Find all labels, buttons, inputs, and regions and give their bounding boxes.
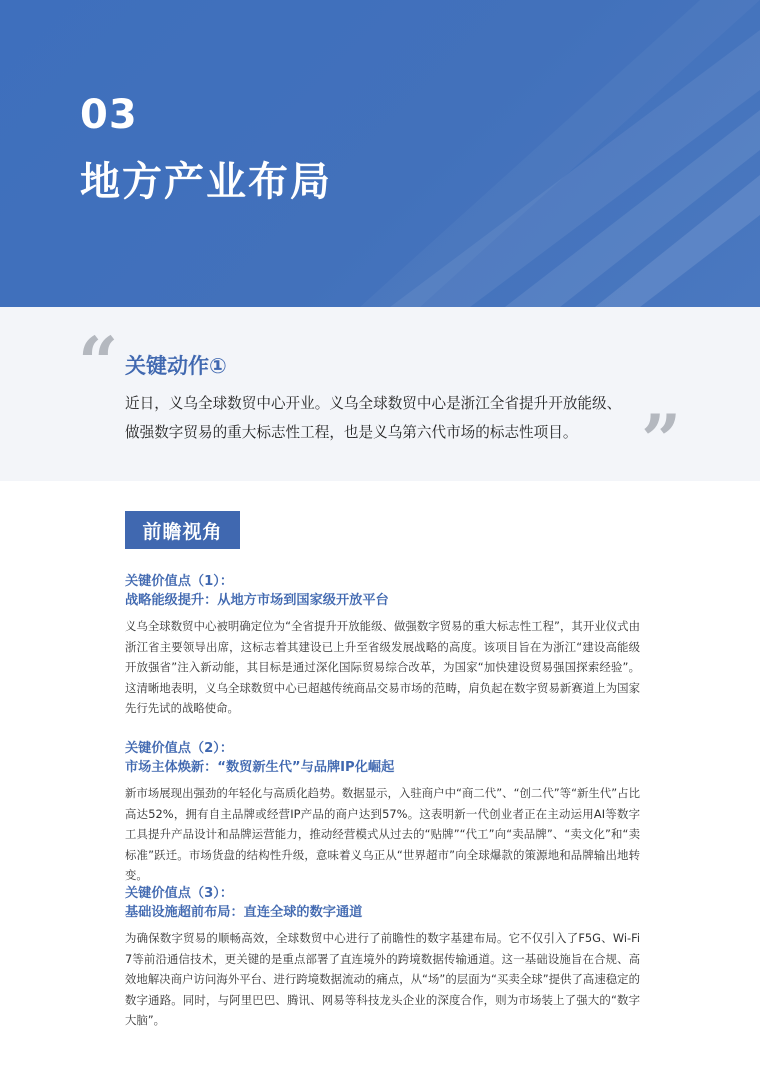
value-point-3 [125, 884, 640, 1031]
value-point-2 [125, 739, 640, 886]
value-point-heading: 基础设施超前布局：直连全球的数字通道 [125, 905, 363, 920]
close-quote-icon: ” [641, 399, 682, 482]
key-action-title: 关键动作① [125, 354, 227, 378]
value-point-label: 关键价值点（1）： [125, 574, 234, 589]
value-point-label: 关键价值点（3）： [125, 886, 234, 901]
chapter-title: 地方产业布局 [80, 159, 332, 205]
section-tag-outlook: 前瞻视角 [125, 511, 240, 549]
value-point-heading: 市场主体焕新：“数贸新生代”与品牌IP化崛起 [125, 760, 395, 775]
value-point-heading: 战略能级提升：从地方市场到国家级开放平台 [125, 593, 389, 608]
key-action-text: 近日，义乌全球数贸中心开业。义乌全球数贸中心是浙江全省提升开放能级、做强数字贸易的重大标志性工程，也是义乌第六代市场的标志性项目。 [125, 395, 622, 441]
chapter-number: 03 [80, 92, 138, 138]
value-point-body: 义乌全球数贸中心被明确定位为“全省提升开放能级、做强数字贸易的重大标志性工程”，其开业仪式由浙江省主要领导出席，这标志着其建设已上升至省级发展战略的高度。该项目旨在为浙江“建设高能级开放强省”注入新动能，其目标是通过深化国际贸易综合改革，为国家“加快建设贸易强国探索经验”。这清晰地表明，义乌全球数贸中心已超越传统商品交易市场的范畴，肩负起在数字贸易新赛道上为国家先行先试的战略使命。 [125, 619, 640, 715]
value-point-1 [125, 572, 640, 719]
open-quote-icon: “ [78, 321, 119, 404]
value-point-body: 为确保数字贸易的顺畅高效，全球数贸中心进行了前瞻性的数字基建布局。它不仅引入了F5G、Wi-Fi 7等前沿通信技术，更关键的是重点部署了直连境外的跨境数据传输通道。这一基础设施旨在合规、高效地解决商户访问海外平台、进行跨境数据流动的痛点，从“场”的层面为“买卖全球”提供了高速稳定的数字通路。同时，与阿里巴巴、腾讯、网易等科技龙头企业的深度合作，则为市场装上了强大的“数字大脑”。 [125, 931, 640, 1027]
value-point-label: 关键价值点（2）： [125, 741, 234, 756]
chapter-banner [0, 0, 760, 307]
value-point-body: 新市场展现出强劲的年轻化与高质化趋势。数据显示，入驻商户中“商二代”、“创二代”等“新生代”占比高达52%，拥有自主品牌或经营IP产品的商户达到57%。这表明新一代创业者正在主动运用AI等数字工具提升产品设计和品牌运营能力，推动经营模式从过去的“贴牌”“代工”向“卖品牌”、“卖文化”和“卖标准”跃迁。市场货盘的结构性升级，意味着义乌正从“世界超市”向全球爆款的策源地和品牌输出地转变。 [125, 786, 640, 882]
